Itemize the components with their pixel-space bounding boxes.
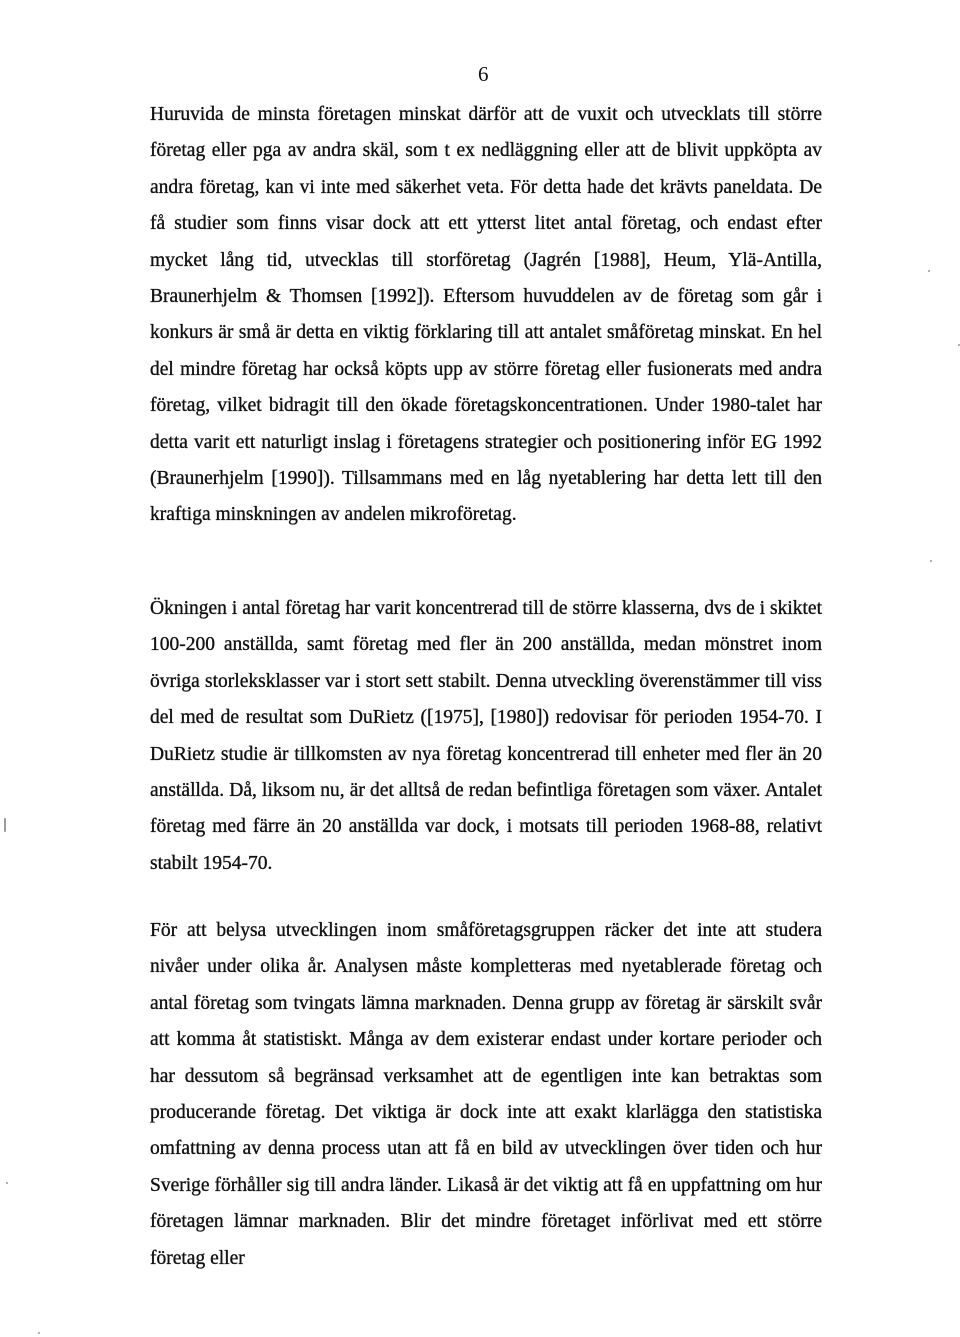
scan-speck — [928, 270, 930, 272]
scan-speck — [38, 1332, 40, 1334]
paragraph-2: Ökningen i antal företag har varit koncentrerad till de större klasserna, dvs de i skiktet 100-200 anställda, samt företag med fler än 200 anställda, medan mönstret inom övriga storleksklasser var i stort sett stabilt. Denna utveckling överenstämmer till viss del med de resultat som DuRietz ([1975], [1980]) redovisar för perioden 1954-70. I DuRietz studie är tillkomsten av nya företag koncentrerad till enheter med fler än 20 anställda. Då, liksom nu, är det alltså de redan befintliga företagen som växer. Antalet företag med färre än 20 anställda var dock, i motsats till perioden 1968-88, relativt stabilt 1954-70. — [150, 598, 822, 874]
paragraph-3: För att belysa utvecklingen inom småföretagsgruppen räcker det inte att studera nivåer under olika år. Analysen måste kompletteras med nyetablerade företag och antal företag som tvingats lämna marknaden. Denna grupp av företag är särskilt svår att komma åt statistiskt. Många av dem existerar endast under kortare perioder och har dessutom så begränsad verksamhet att de egentligen inte kan betraktas som producerande företag. Det viktiga är dock inte att exakt klarlägga den statistiska omfattning av denna process utan att få en bild av utvecklingen över tiden och hur Sverige förhåller sig till andra länder. Likaså är det viktig att få en uppfattning om hur företagen lämnar marknaden. Blir det mindre företaget införlivat med ett större företag eller — [150, 920, 822, 1269]
paragraph-1: Huruvida de minsta företagen minskat därför att de vuxit och utvecklats till större företag eller pga av andra skäl, som t ex nedläggning eller att de blivit uppköpta av andra företag, kan vi inte med säkerhet veta. För detta hade det krävts paneldata. De få studier som finns visar dock att ett ytterst litet antal företag, och endast efter mycket lång tid, utvecklas till storföretag (Jagrén [1988], Heum, Ylä-Antilla, Braunerhjelm & Thomsen [1992]). Eftersom huvuddelen av de företag som går i konkurs är små är detta en viktig förklaring till att antalet småföretag minskat. En hel del mindre företag har också köpts upp av större företag eller fusionerats med andra företag, vilket bidragit till den ökade företagskoncentrationen. Under 1980-talet har detta varit ett naturligt inslag i företagens strategier och positionering inför EG 1992 (Braunerhjelm [1990]). Tillsammans med en låg nyetablering har detta lett till den kraftiga minskningen av andelen mikroföretag. — [150, 104, 822, 526]
page-number: 6 — [478, 62, 489, 86]
scan-speck — [6, 1182, 8, 1184]
scan-speck — [930, 560, 932, 562]
scan-speck — [4, 818, 6, 832]
